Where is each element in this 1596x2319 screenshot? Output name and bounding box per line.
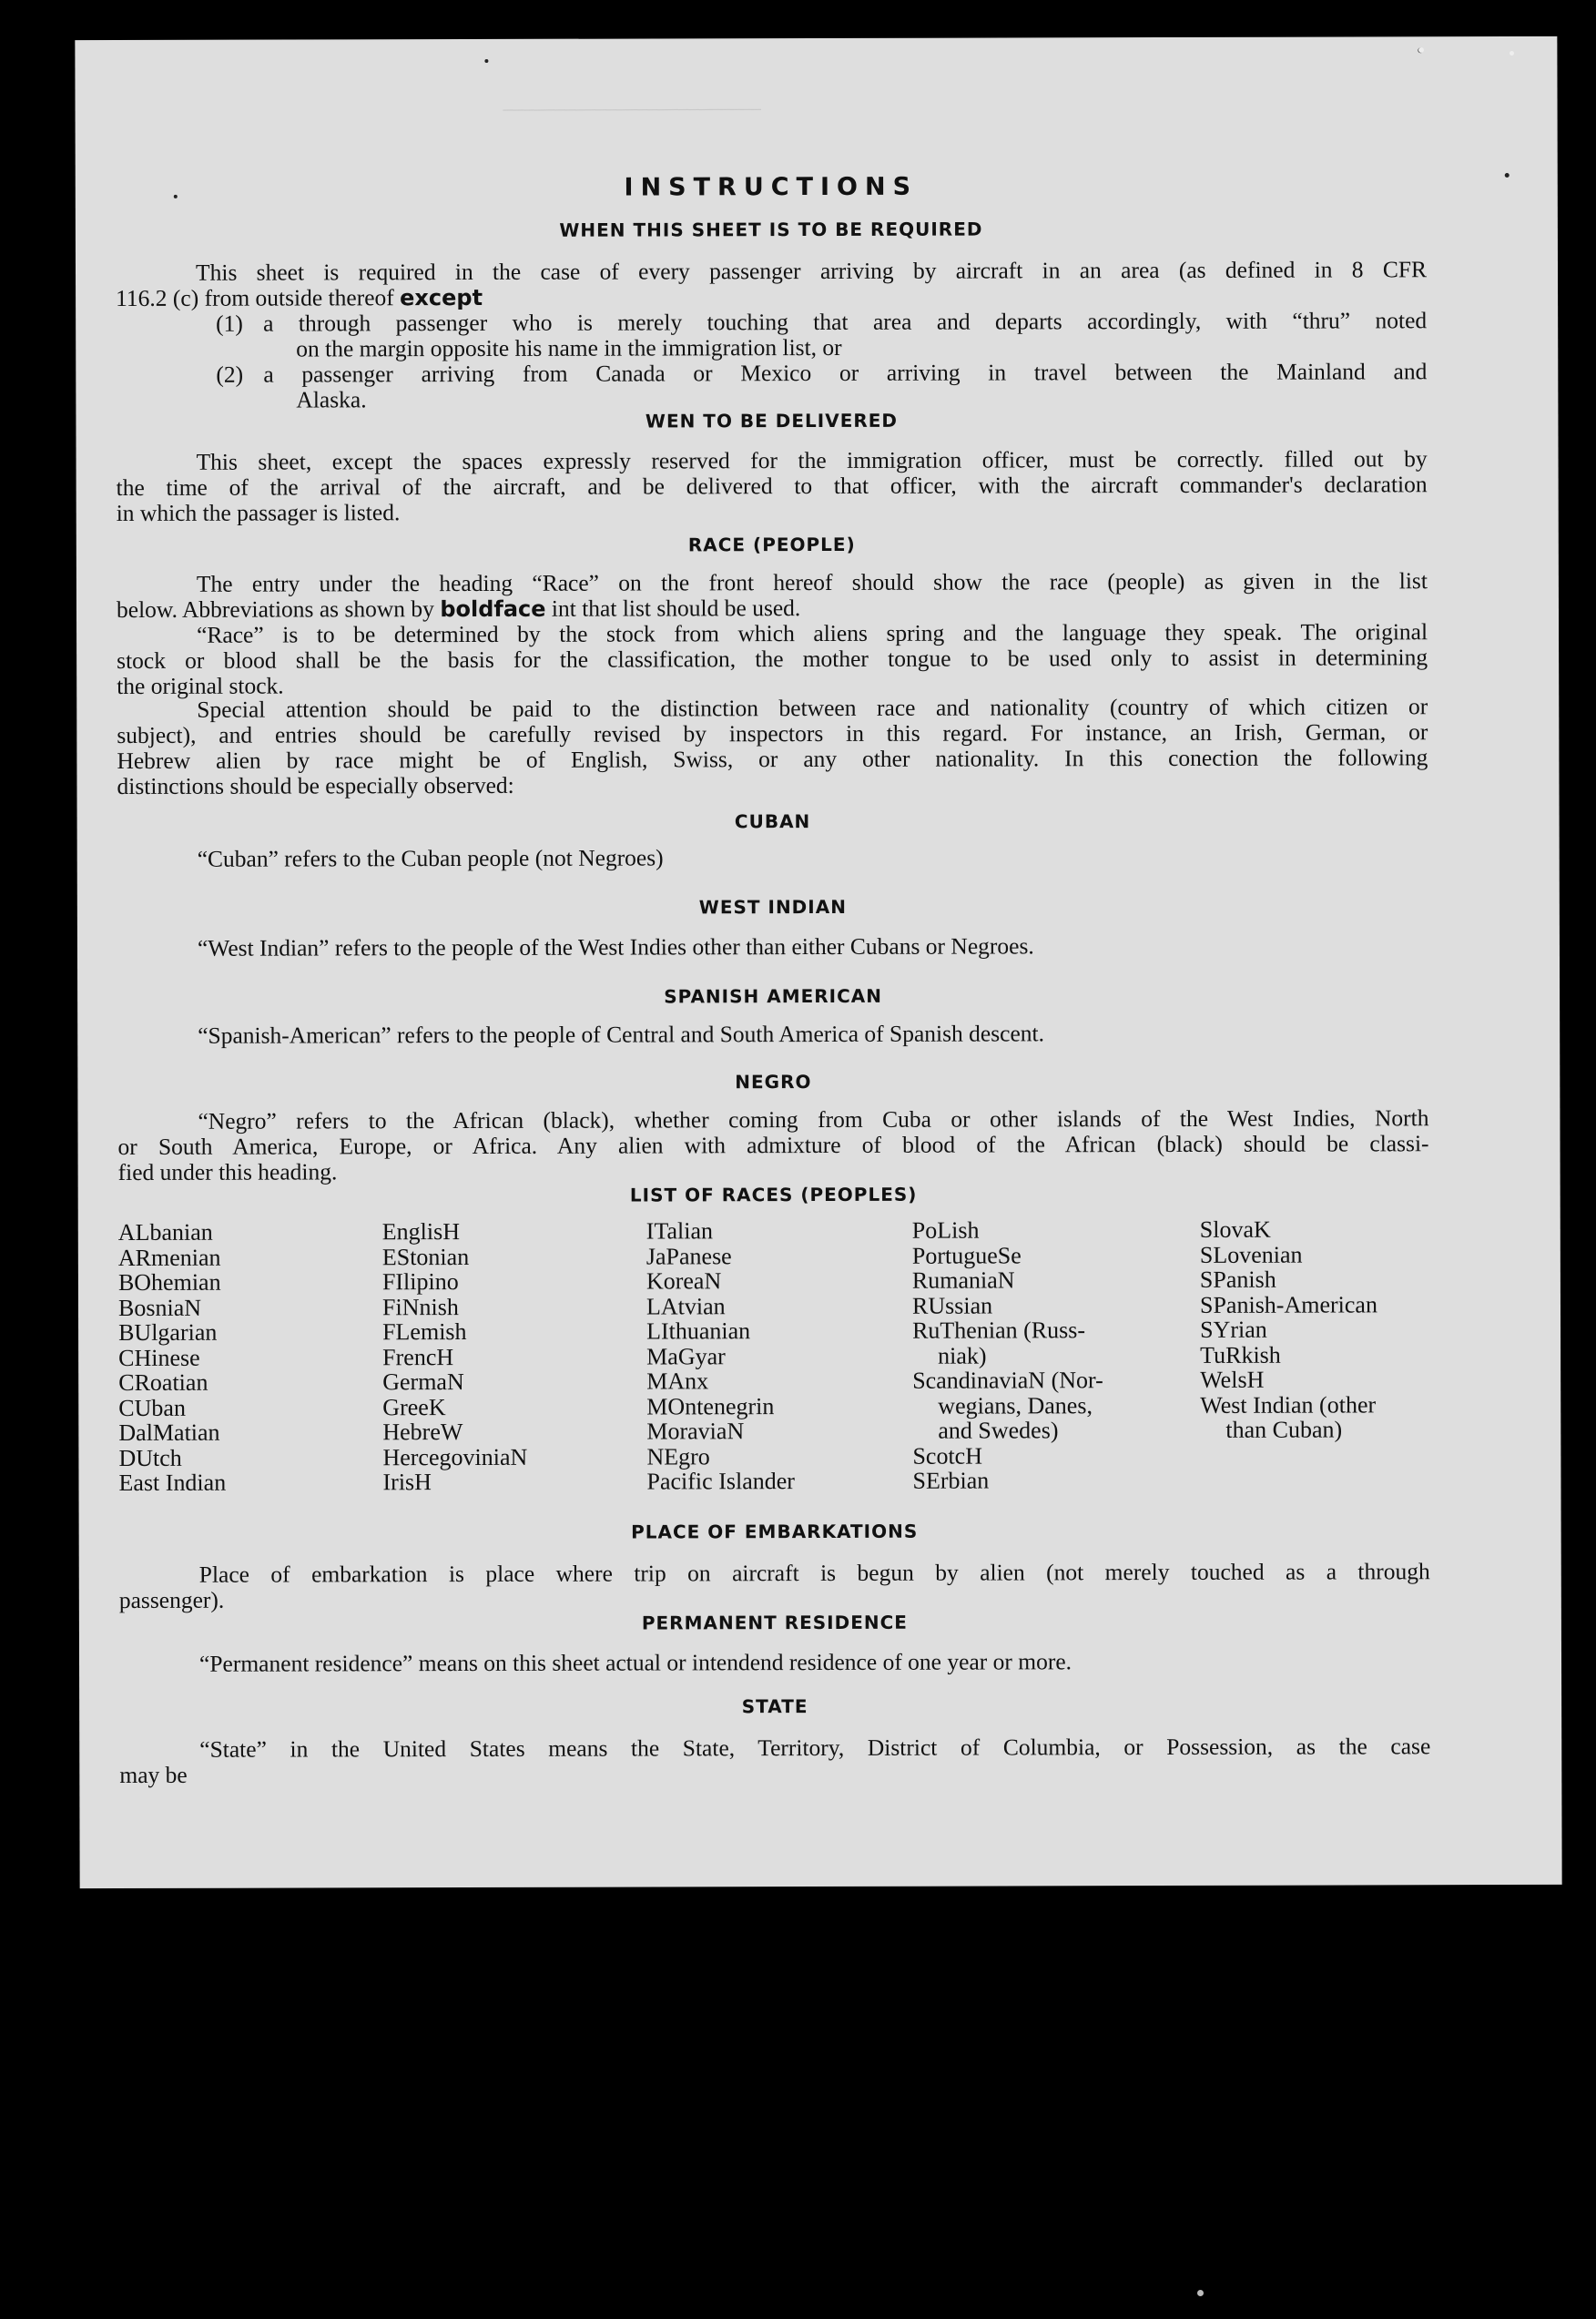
race-list-item: TuRkish: [1200, 1341, 1281, 1368]
race-list-item: FLemish: [382, 1318, 467, 1346]
race-list-item: HebreW: [382, 1419, 463, 1446]
spanish-american-text: “Spanish-American” refers to the people of Central and South America of Spanish descent.: [198, 1020, 1045, 1049]
race-list-item: MAnx: [646, 1368, 709, 1395]
race-list-item: GermaN: [382, 1368, 464, 1396]
race-list-item: MOntenegrin: [646, 1392, 775, 1419]
race-text: int that list should be used.: [545, 595, 801, 622]
race-list-item: SLovenian: [1199, 1241, 1303, 1268]
race-list-heading: LIST OF RACES (PEOPLES): [629, 1183, 918, 1206]
race-list-item: NEgro: [646, 1442, 710, 1470]
spanish-american-heading: SPANISH AMERICAN: [664, 984, 883, 1008]
race-list-item-continued: wegians, Danes,: [938, 1391, 1093, 1419]
document-sheet: [75, 36, 1561, 1888]
race-list-item: ScotcH: [912, 1442, 983, 1470]
race-list-item: SPanish-American: [1199, 1290, 1377, 1318]
race-list-item: PortugueSe: [911, 1241, 1022, 1269]
west-indian-text: “West Indian” refers to the people of the West Indies other than either Cubans or Negroes.: [197, 932, 1034, 961]
boldface-bold: boldface: [440, 595, 546, 623]
bleed-through-text: ─────────────────────────: [503, 102, 761, 118]
race-paragraph-line: The entry under the heading “Race” on the front hereof should show the race (people) as given in the list: [196, 567, 1428, 597]
race-list-column-4: [912, 1217, 1103, 1493]
state-text-line: may be: [119, 1761, 188, 1789]
speck: [1505, 173, 1510, 178]
when-required-line: This sheet is required in the case of every passenger arriving by aircraft in an area (as defined in 8 CFR: [195, 256, 1428, 286]
race-list-item: BUlgarian: [118, 1318, 218, 1347]
exception-item-1: on the margin opposite his name in the immigration list, or: [296, 333, 842, 362]
race-paragraph-line: stock or blood shall be the basis for the classification, the mother tongue to be used only to assist in determining: [117, 644, 1428, 675]
when-delivered-heading: WEN TO BE DELIVERED: [645, 409, 899, 432]
race-list-item: LAtvian: [646, 1292, 726, 1319]
race-list-item: SPanish: [1199, 1266, 1276, 1293]
cuban-text: “Cuban” refers to the Cuban people (not Negroes): [197, 844, 664, 872]
when-delivered-line: This sheet, except the spaces expressly reserved for the immigration officer, must be correctly. filled out by: [196, 445, 1428, 475]
negro-text-line: “Negro” refers to the African (black), whether coming from Cuba or other islands of the West Indies, North: [198, 1104, 1429, 1134]
west-indian-heading: WEST INDIAN: [698, 895, 847, 919]
when-delivered-line: in which the passager is listed.: [116, 499, 401, 527]
page-title: INSTRUCTIONS: [624, 172, 919, 202]
race-list-item: SErbian: [912, 1467, 990, 1494]
race-paragraph-line: subject), and entries should be carefully revised by inspectors in this regard. For instance, an Irish, German, or: [117, 718, 1428, 749]
race-list-item: East Indian: [118, 1469, 227, 1497]
race-list-item: WelsH: [1200, 1366, 1265, 1393]
race-list-item: KoreaN: [646, 1267, 722, 1295]
race-list-item: DUtch: [118, 1444, 182, 1471]
race-paragraph-line: Special attention should be paid to the distinction between race and nationality (country of which citizen or: [197, 693, 1428, 723]
speck: [484, 59, 488, 63]
exception-item-2: a passenger arriving from Canada or Mexico or arriving in travel between the Mainland and: [263, 358, 1428, 388]
when-required-text: 116.2 (c) from outside thereof: [116, 284, 401, 312]
race-list-item: RuThenian (Russ-: [912, 1317, 1086, 1344]
race-list-item: GreeK: [382, 1393, 446, 1420]
race-heading: RACE (PEOPLE): [687, 533, 856, 556]
race-paragraph-line: Hebrew alien by race might be of English, Swiss, or any other nationality. In this conection the following: [117, 744, 1428, 775]
exception-number-1: (1): [216, 310, 243, 337]
race-list-item: FrencH: [382, 1343, 454, 1370]
permanent-residence-heading: PERMANENT RESIDENCE: [641, 1611, 908, 1634]
race-text: below. Abbreviations as shown by: [116, 595, 441, 624]
when-delivered-line: the time of the arrival of the aircraft, and be delivered to that officer, with the aircraft commander's declaration: [116, 471, 1428, 502]
race-paragraph-line: “Race” is to be determined by the stock from which aliens spring and the language they speak. The original: [197, 618, 1428, 648]
cuban-heading: CUBAN: [734, 810, 811, 833]
when-required-line: [116, 285, 483, 311]
speck: [1510, 51, 1514, 56]
race-list-column-3: [646, 1218, 795, 1494]
race-list-item: MoraviaN: [646, 1418, 745, 1445]
negro-text-line: or South America, Europe, or Africa. Any alien with admixture of blood of the African (black) should be classi-: [117, 1130, 1429, 1161]
race-paragraph-line: the original stock.: [117, 672, 284, 700]
race-list-item: IrisH: [382, 1469, 432, 1496]
race-list-item-continued: niak): [938, 1342, 987, 1369]
race-list-item: CRoatian: [118, 1368, 208, 1397]
race-list-item: FiNnish: [381, 1293, 459, 1320]
negro-heading: NEGRO: [735, 1071, 812, 1093]
race-list-item: LIthuanian: [646, 1317, 751, 1345]
race-list-item: BOhemian: [117, 1268, 221, 1297]
exception-item-1: a through passenger who is merely touching that area and departs accordingly, with “thru” noted: [263, 307, 1428, 337]
race-list-item: RUssian: [911, 1292, 993, 1319]
negro-text-line: fied under this heading.: [117, 1158, 338, 1186]
race-list-item: EStonian: [381, 1243, 470, 1270]
race-list-item: FIlipino: [381, 1268, 459, 1296]
exception-item-2: Alaska.: [296, 386, 367, 413]
embarkation-text-line: Place of embarkation is place where trip on aircraft is begun by alien (not merely touched as a through: [198, 1558, 1430, 1588]
race-list-item: SYrian: [1200, 1316, 1267, 1343]
race-list-item: ARmenian: [117, 1244, 221, 1271]
state-heading: STATE: [741, 1695, 808, 1718]
when-required-heading: WHEN THIS SHEET IS TO BE REQUIRED: [559, 218, 983, 241]
exception-number-2: (2): [216, 361, 244, 388]
race-list-item: HercegoviniaN: [382, 1443, 528, 1470]
speck: [1197, 2290, 1204, 2296]
race-list-item: DalMatian: [118, 1419, 220, 1447]
race-list-column-5: [1200, 1216, 1378, 1442]
race-list-item-continued: than Cuban): [1225, 1416, 1343, 1443]
instructions-content: [115, 36, 1431, 1789]
race-list-item: PoLish: [911, 1216, 980, 1244]
state-text-line: “State” in the United States means the State, Territory, District of Columbia, or Possession, as the case: [199, 1733, 1431, 1763]
race-list-item: SlovaK: [1199, 1215, 1271, 1243]
race-paragraph-line: [117, 595, 800, 623]
race-list-column-2: [382, 1219, 528, 1495]
race-list-item: EnglisH: [381, 1218, 461, 1246]
except-bold: except: [400, 284, 483, 311]
race-list-item: ScandinaviaN (Nor-: [912, 1367, 1103, 1394]
race-list-item: MaGyar: [646, 1342, 726, 1369]
permanent-residence-text: “Permanent residence” means on this sheet actual or intendend residence of one year or more.: [198, 1648, 1072, 1677]
race-list-item: ITalian: [646, 1217, 714, 1245]
race-list-item: CHinese: [118, 1344, 200, 1371]
race-list-item: CUban: [118, 1394, 186, 1421]
race-list-item-continued: and Swedes): [938, 1417, 1059, 1444]
embarkation-text-line: passenger).: [118, 1586, 225, 1614]
race-list-item: Pacific Islander: [646, 1468, 795, 1495]
race-list-item: BosniaN: [117, 1294, 202, 1321]
race-list-item: JaPanese: [646, 1242, 732, 1269]
embarkation-heading: PLACE OF EMBARKATIONS: [631, 1520, 919, 1543]
race-list-item: ALbanian: [117, 1218, 213, 1246]
race-paragraph-line: distinctions should be especially observed:: [117, 771, 514, 800]
race-list-column-1: [118, 1220, 226, 1496]
speck: [1418, 47, 1424, 53]
race-list-item: RumaniaN: [911, 1266, 1015, 1294]
race-list-item: West Indian (other: [1200, 1390, 1377, 1419]
